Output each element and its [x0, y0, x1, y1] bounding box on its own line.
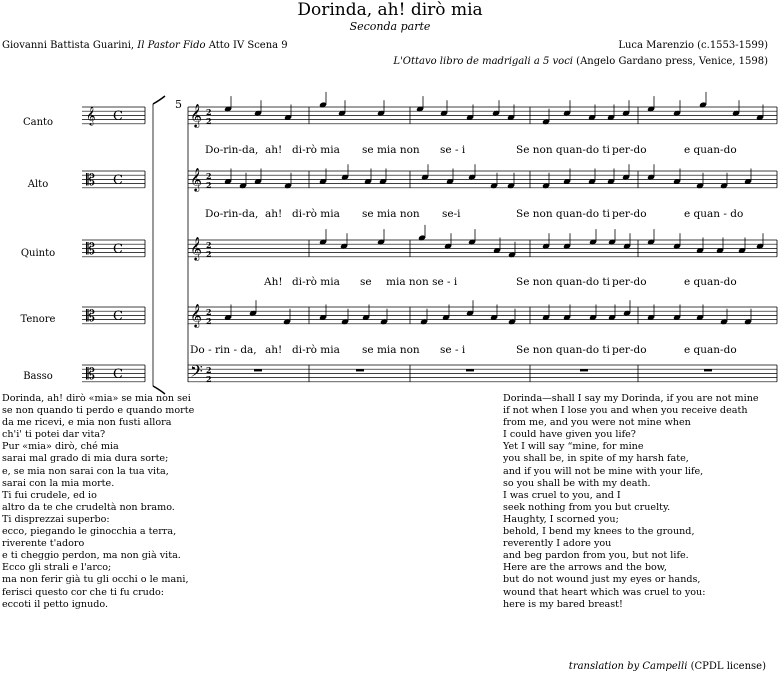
poem-italian-line: Dorinda, ah! dirò «mia» se mia non sei — [2, 393, 191, 404]
piece-title: Dorinda, ah! dirò mia — [297, 0, 483, 20]
poem-italian-line: Pur «mia» dirò, ché mia — [2, 441, 119, 453]
voice-name-alto: Alto — [27, 179, 49, 190]
lyric-quinto-3: se — [360, 276, 372, 288]
poem-italian-line: e ti cheggio perdon, ma non già vita. — [2, 550, 181, 562]
source-publisher: (Angelo Gardano press, Venice, 1598) — [573, 56, 768, 67]
lyric-quinto-2: di-rò mia — [292, 276, 340, 288]
lyric-canto-7: per-do — [612, 144, 647, 156]
time-signature-top: 2 — [206, 171, 212, 181]
treble-clef: 𝄞 — [190, 103, 202, 127]
whole-rest — [466, 369, 474, 371]
whole-rest — [356, 369, 364, 371]
whole-rest — [580, 369, 588, 371]
lyric-tenore-3: di-rò mia — [292, 344, 340, 356]
poem-english-line: Dorinda—shall I say my Dorinda, if you are not mine — [503, 393, 759, 404]
poem-italian-line: da me ricevi, e mia non fusti allora — [2, 417, 172, 429]
poem-italian-line: ma non ferir già tu gli occhi o le mani, — [2, 574, 189, 586]
time-signature-c: C — [113, 109, 123, 124]
time-signature-c: C — [113, 309, 123, 324]
poem-italian-line: e, se mia non sarai con la tua vita, — [2, 465, 169, 477]
translation-credit — [569, 661, 766, 672]
lyric-quinto-5: Se non quan-do ti — [516, 276, 610, 288]
incipit-clef: 𝄡 — [86, 239, 95, 258]
lyric-alto-7: per-do — [612, 208, 647, 220]
license: (CPDL license) — [687, 661, 766, 672]
time-signature-c: C — [113, 367, 123, 382]
whole-rest — [704, 369, 712, 371]
poem-english-line: here is my bared breast! — [503, 598, 623, 610]
poem-english-line: Yet I will say “mine, for mine — [503, 441, 644, 453]
staff-lines — [82, 107, 777, 382]
bracket-top — [153, 96, 165, 104]
poem-english-line: seek nothing from you but cruelty. — [503, 501, 671, 513]
lyric-tenore-7: per-do — [612, 344, 647, 356]
poem-english-line: Haughty, I scorned you; — [503, 513, 619, 525]
lyric-canto-8: e quan-do — [684, 144, 737, 156]
poem-english-line: from me, and you were not mine when — [503, 417, 691, 429]
lyric-tenore-4: se mia non — [362, 344, 420, 356]
poet-work: Il Pastor Fido — [137, 40, 206, 51]
lyric-canto-2: ah! — [265, 144, 283, 156]
poem-english-line: so you shall be with my death. — [503, 477, 651, 489]
lyric-tenore-1: Do - rin - da, — [190, 344, 257, 356]
lyric-tenore-2: ah! — [265, 344, 283, 356]
time-signature-top: 2 — [206, 365, 212, 375]
poem-italian-line: ecco, piegando le ginocchia a terra, — [2, 526, 177, 538]
lyric-alto-3: di-rò mia — [292, 208, 340, 220]
measure-number: 5 — [175, 98, 182, 111]
poem-english-line: but do not wound just my eyes or hands, — [503, 574, 701, 586]
time-signature-c: C — [113, 242, 123, 257]
lyric-quinto-1: Ah! — [264, 276, 283, 288]
poem-english-line: Here are the arrows and the bow, — [503, 562, 667, 574]
time-signature-bottom: 2 — [206, 374, 212, 384]
incipit-clef: 𝄡 — [86, 364, 95, 383]
voice-name-canto: Canto — [22, 117, 54, 128]
lyric-alto-4: se mia non — [362, 208, 420, 220]
treble-clef: 𝄞 — [190, 167, 202, 191]
incipit-clef: 𝄡 — [86, 170, 95, 189]
poem-english-line: I could have given you life? — [503, 429, 636, 441]
lyric-canto-1: Do-rin-da, — [205, 144, 259, 156]
lyric-tenore-6: Se non quan-do ti — [516, 344, 610, 356]
poem-italian-line: ferisci questo cor che ti fu crudo: — [2, 586, 165, 598]
lyric-alto-5: se-i — [442, 208, 461, 220]
poem-italian-line: Ecco gli strali e l'arco; — [2, 562, 112, 574]
lyric-alto-1: Do-rin-da, — [205, 208, 259, 220]
poem-english-line: wound that heart which was cruel to you: — [503, 586, 706, 598]
poem-english-line: I was cruel to you, and I — [503, 489, 621, 501]
poet-scene: Atto IV Scena 9 — [205, 40, 288, 51]
time-signature-bottom: 2 — [206, 249, 212, 259]
poem-italian — [2, 393, 194, 611]
time-signature-top: 2 — [206, 307, 212, 317]
lyric-canto-4: se mia non — [362, 144, 420, 156]
poem-italian-line: altro da te che crudeltà non bramo. — [2, 501, 175, 513]
poem-italian-line: Ti disprezzai superbo: — [2, 513, 110, 525]
time-signature-bottom: 2 — [206, 180, 212, 190]
whole-rest — [254, 369, 262, 371]
poem-italian-line: sarai con la mia morte. — [2, 477, 115, 489]
time-signature-bottom: 2 — [206, 116, 212, 126]
treble-clef: 𝄞 — [190, 236, 202, 260]
treble-clef: 𝄞 — [190, 303, 202, 327]
poem-italian-line: riverente t'adoro — [2, 538, 85, 550]
poet-name: Giovanni Battista Guarini, — [2, 40, 138, 51]
poem-english-line: you shall be, in spite of my harsh fate, — [503, 453, 689, 465]
composer-credit: Luca Marenzio (c.1553-1599) — [618, 40, 768, 51]
poem-english-line: behold, I bend my knees to the ground, — [503, 526, 695, 538]
source-book: L'Ottavo libro de madrigali a 5 voci — [393, 56, 573, 67]
lyric-canto-3: di-rò mia — [292, 144, 340, 156]
lyric-alto-2: ah! — [265, 208, 283, 220]
poem-english-line: if not when I lose you and when you receive death — [503, 405, 748, 417]
time-signature-bottom: 2 — [206, 316, 212, 326]
poem-english-line: and beg pardon from you, but not life. — [503, 550, 689, 562]
voice-name-tenore: Tenore — [20, 314, 56, 325]
lyric-tenore-5: se - i — [440, 344, 466, 356]
lyric-alto-6: Se non quan-do ti — [516, 208, 610, 220]
lyric-alto-8: e quan - do — [684, 208, 744, 220]
lyric-quinto-6: per-do — [612, 276, 647, 288]
incipit-clef: 𝄞 — [86, 106, 96, 125]
time-signature-top: 2 — [206, 240, 212, 250]
incipit-clef: 𝄡 — [86, 306, 95, 325]
note-heads — [224, 92, 764, 372]
poem-english-line: and if you will not be mine with your life, — [503, 465, 704, 477]
poem-italian-line: eccoti il petto ignudo. — [2, 598, 109, 610]
lyric-tenore-8: e quan-do — [684, 344, 737, 356]
poem-italian-line: se non quando ti perdo e quando morte — [2, 405, 195, 417]
poem-english — [503, 393, 759, 611]
translation-by: translation by Campelli — [568, 661, 688, 672]
poem-italian-line: sarai mal grado di mia dura sorte; — [2, 453, 169, 465]
lyric-canto-5: se - i — [440, 144, 466, 156]
poem-italian-line: ch'i' ti potei dar vita? — [2, 429, 106, 441]
lyric-quinto-4: mia non se - i — [386, 276, 458, 288]
lyric-quinto-7: e quan-do — [684, 276, 737, 288]
time-signature-top: 2 — [206, 107, 212, 117]
time-signature-c: C — [113, 173, 123, 188]
poem-english-line: reverently I adore you — [503, 538, 612, 550]
poem-italian-line: Ti fui crudele, ed io — [2, 489, 97, 501]
voice-name-quinto: Quinto — [20, 248, 56, 259]
piece-subtitle: Seconda parte — [349, 20, 431, 33]
bass-clef: 𝄢 — [190, 361, 203, 385]
voice-name-basso: Basso — [23, 371, 53, 382]
lyric-canto-6: Se non quan-do ti — [516, 144, 610, 156]
